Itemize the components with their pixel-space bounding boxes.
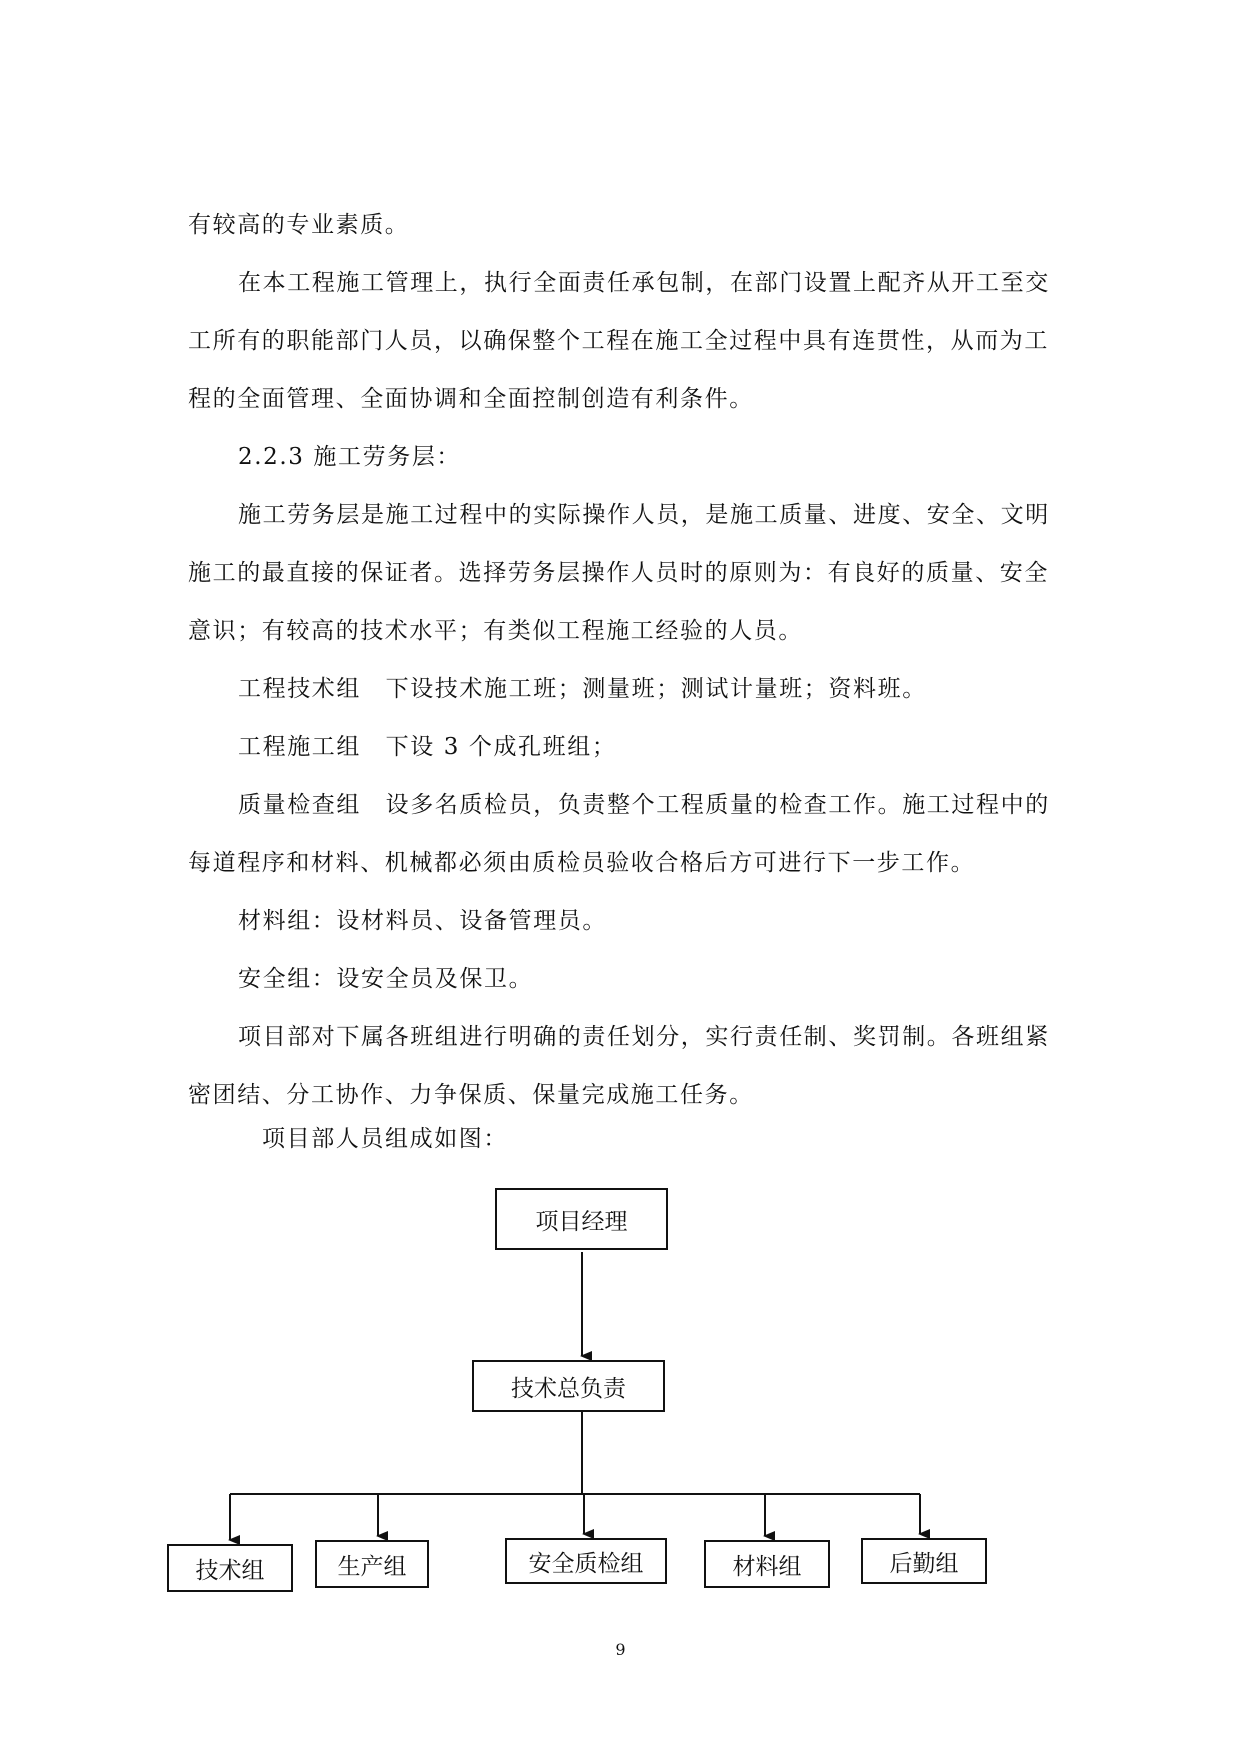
section-heading: 2.2.3 施工劳务层： xyxy=(238,444,462,470)
paragraph-line: 密团结、分工协作、力争保质、保量完成施工任务。 xyxy=(188,1082,754,1108)
paragraph-line: 程的全面管理、全面协调和全面控制创造有利条件。 xyxy=(188,386,754,412)
page-number: 9 xyxy=(615,1640,626,1659)
org-box-materials-group: 材料组 xyxy=(704,1540,830,1588)
paragraph-line: 材料组：设材料员、设备管理员。 xyxy=(238,908,607,934)
paragraph-line: 施工的最直接的保证者。选择劳务层操作人员时的原则为：有良好的质量、安全 xyxy=(188,560,1049,586)
paragraph-line: 有较高的专业素质。 xyxy=(188,212,410,238)
paragraph-line: 施工劳务层是施工过程中的实际操作人员，是施工质量、进度、安全、文明 xyxy=(238,502,1050,528)
paragraph-line: 项目部对下属各班组进行明确的责任划分，实行责任制、奖罚制。各班组紧 xyxy=(238,1024,1050,1050)
paragraph-line: 工程技术组 下设技术施工班；测量班；测试计量班；资料班。 xyxy=(238,676,927,702)
org-box-technical-lead: 技术总负责 xyxy=(472,1360,665,1412)
org-box-safety-quality-group: 安全质检组 xyxy=(505,1538,667,1584)
org-box-production-group: 生产组 xyxy=(315,1540,429,1588)
paragraph-line: 每道程序和材料、机械都必须由质检员验收合格后方可进行下一步工作。 xyxy=(188,850,976,876)
org-box-tech-group: 技术组 xyxy=(167,1544,293,1592)
paragraph-line: 工程施工组 下设 3 个成孔班组； xyxy=(238,734,617,760)
org-box-project-manager: 项目经理 xyxy=(495,1188,668,1250)
org-box-logistics-group: 后勤组 xyxy=(861,1538,987,1584)
paragraph-line: 安全组：设安全员及保卫。 xyxy=(238,966,534,992)
paragraph-line: 质量检查组 设多名质检员，负责整个工程质量的检查工作。施工过程中的 xyxy=(238,792,1050,818)
paragraph-line: 意识；有较高的技术水平；有类似工程施工经验的人员。 xyxy=(188,618,803,644)
paragraph-line: 工所有的职能部门人员，以确保整个工程在施工全过程中具有连贯性，从而为工 xyxy=(188,328,1049,354)
figure-caption: 项目部人员组成如图： xyxy=(262,1126,508,1152)
paragraph-line: 在本工程施工管理上，执行全面责任承包制，在部门设置上配齐从开工至交 xyxy=(238,270,1050,296)
